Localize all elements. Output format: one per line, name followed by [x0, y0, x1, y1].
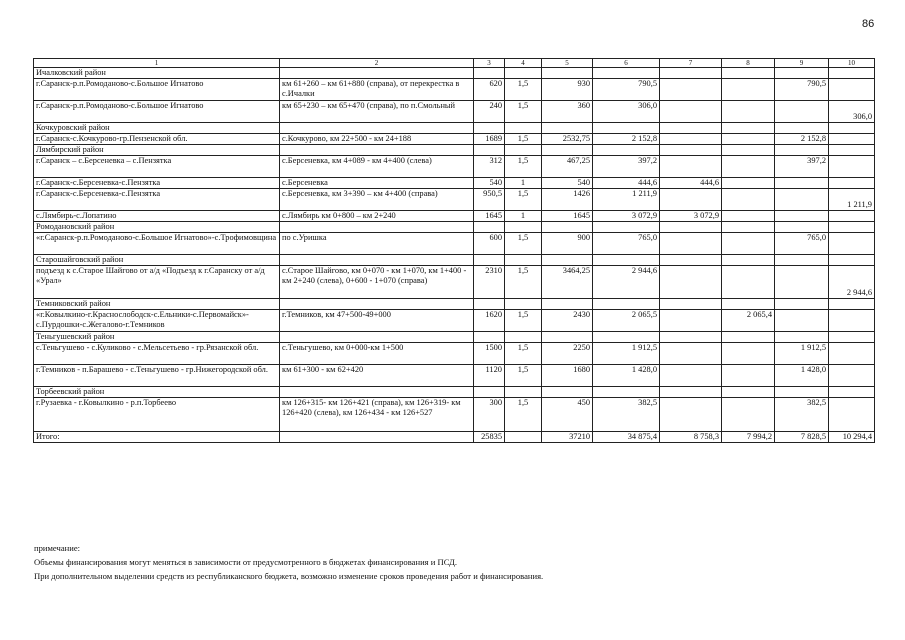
value-cell-c3: 600	[474, 233, 505, 255]
value-cell-c6: 1 211,9	[593, 189, 660, 211]
column-header: 4	[505, 59, 542, 68]
empty-cell	[593, 145, 660, 156]
value-cell-c8	[722, 156, 775, 178]
value-cell-c5: 930	[542, 79, 593, 101]
column-header: 2	[280, 59, 474, 68]
value-cell-c6: 2 944,6	[593, 266, 660, 299]
value-cell-c3: 312	[474, 156, 505, 178]
value-cell-c9: 397,2	[775, 156, 829, 178]
empty-cell	[829, 145, 875, 156]
value-cell-c8	[722, 178, 775, 189]
empty-cell	[829, 222, 875, 233]
empty-cell	[474, 387, 505, 398]
column-header: 10	[829, 59, 875, 68]
table-row	[34, 178, 875, 189]
value-cell-c4: 1,5	[505, 101, 542, 123]
total-label: Итого:	[34, 432, 280, 443]
location-cell: км 65+230 – км 65+470 (справа), по п.Смольный	[280, 101, 474, 123]
empty-cell	[829, 68, 875, 79]
total-row	[34, 432, 875, 443]
value-cell-c3: 240	[474, 101, 505, 123]
empty-cell	[775, 332, 829, 343]
location-cell: г.Темников, км 47+500-49+000	[280, 310, 474, 332]
empty-cell	[775, 299, 829, 310]
value-cell-c10: 2 944,6	[829, 266, 875, 299]
financing-table	[33, 58, 875, 443]
value-cell-c4: 1,5	[505, 156, 542, 178]
table-row	[34, 310, 875, 332]
value-cell-c5: 37210	[542, 432, 593, 443]
region-name: Ичалковский район	[34, 68, 280, 79]
road-name-cell: «г.Ковылкино-г.Краснослободск-с.Ельники-с.Первомайск»-с.Пурдошки-с.Жегалово-г.Темников	[34, 310, 280, 332]
empty-cell	[722, 123, 775, 134]
empty-cell	[542, 299, 593, 310]
empty-cell	[280, 145, 474, 156]
table-row	[34, 189, 875, 211]
table-row	[34, 233, 875, 255]
region-row	[34, 255, 875, 266]
value-cell-c6: 1 912,5	[593, 343, 660, 365]
empty-cell	[542, 387, 593, 398]
empty-cell	[775, 145, 829, 156]
value-cell-c3: 1120	[474, 365, 505, 387]
value-cell-c5: 3464,25	[542, 266, 593, 299]
empty-cell	[474, 332, 505, 343]
empty-cell	[505, 123, 542, 134]
empty-cell	[474, 68, 505, 79]
empty-cell	[660, 68, 722, 79]
table-row	[34, 101, 875, 123]
empty-cell	[280, 222, 474, 233]
value-cell-c6: 397,2	[593, 156, 660, 178]
table-row	[34, 266, 875, 299]
value-cell-c6: 2 065,5	[593, 310, 660, 332]
value-cell-c5: 450	[542, 398, 593, 432]
empty-cell	[280, 68, 474, 79]
value-cell-c10	[829, 178, 875, 189]
region-row	[34, 387, 875, 398]
value-cell-c8	[722, 211, 775, 222]
empty-cell	[280, 255, 474, 266]
empty-cell	[542, 123, 593, 134]
empty-cell	[829, 332, 875, 343]
road-name-cell: г.Саранск-р.п.Ромоданово-с.Большое Игнатово	[34, 101, 280, 123]
empty-cell	[474, 299, 505, 310]
empty-cell	[474, 255, 505, 266]
road-name-cell: г.Саранск-с.Берсеневка-с.Пензятка	[34, 189, 280, 211]
empty-cell	[829, 299, 875, 310]
empty-cell	[542, 222, 593, 233]
value-cell-c9: 765,0	[775, 233, 829, 255]
empty-cell	[280, 123, 474, 134]
road-name-cell: с.Лямбирь-с.Лопатино	[34, 211, 280, 222]
empty-cell	[660, 387, 722, 398]
value-cell-c5: 540	[542, 178, 593, 189]
region-row	[34, 145, 875, 156]
empty-cell	[505, 332, 542, 343]
value-cell-c8	[722, 365, 775, 387]
empty-cell	[593, 299, 660, 310]
value-cell-c6: 382,5	[593, 398, 660, 432]
region-row	[34, 299, 875, 310]
value-cell-c4: 1,5	[505, 398, 542, 432]
empty-cell	[829, 255, 875, 266]
location-cell: км 61+300 - км 62+420	[280, 365, 474, 387]
region-name: Торбеевский район	[34, 387, 280, 398]
value-cell-c8	[722, 266, 775, 299]
value-cell-c6: 1 428,0	[593, 365, 660, 387]
region-row	[34, 332, 875, 343]
value-cell-c7	[660, 189, 722, 211]
value-cell-c3: 1689	[474, 134, 505, 145]
value-cell-c6: 790,5	[593, 79, 660, 101]
empty-cell	[474, 123, 505, 134]
value-cell-c6: 765,0	[593, 233, 660, 255]
empty-cell	[505, 299, 542, 310]
notes-line: Объемы финансирования могут меняться в зависимости от предусмотренного в бюджетах финансирования и ПСД.	[34, 557, 458, 567]
value-cell-c7	[660, 365, 722, 387]
empty-cell	[542, 145, 593, 156]
value-cell-c4: 1,5	[505, 79, 542, 101]
value-cell-c9: 790,5	[775, 79, 829, 101]
region-name: Кочкуровский район	[34, 123, 280, 134]
value-cell-c4: 1,5	[505, 343, 542, 365]
empty-cell	[660, 299, 722, 310]
road-name-cell: г.Саранск – с.Берсеневка – с.Пензятка	[34, 156, 280, 178]
empty-cell	[829, 387, 875, 398]
column-number-header-row	[34, 59, 875, 68]
value-cell-c5: 900	[542, 233, 593, 255]
value-cell-c5: 2430	[542, 310, 593, 332]
empty-cell	[474, 222, 505, 233]
value-cell-c7	[660, 343, 722, 365]
empty-cell	[775, 123, 829, 134]
value-cell-c6: 3 072,9	[593, 211, 660, 222]
region-row	[34, 68, 875, 79]
value-cell-c8	[722, 189, 775, 211]
empty-cell	[505, 387, 542, 398]
value-cell-c9	[775, 101, 829, 123]
column-header: 3	[474, 59, 505, 68]
empty-cell	[722, 332, 775, 343]
location-cell: с.Старое Шайгово, км 0+070 - км 1+070, км 1+400 - км 2+240 (слева), 0+600 - 1+070 (справа)	[280, 266, 474, 299]
table-row	[34, 398, 875, 432]
value-cell-c3: 1620	[474, 310, 505, 332]
empty-cell	[474, 145, 505, 156]
location-cell: с.Берсеневка, км 3+390 – км 4+400 (справа)	[280, 189, 474, 211]
notes-line: При дополнительном выделении средств из республиканского бюджета, возможно изменение сроков проведения работ и финансирования.	[34, 571, 544, 581]
region-name: Лямбирский район	[34, 145, 280, 156]
location-cell: с.Теньгушево, км 0+000-км 1+500	[280, 343, 474, 365]
empty-cell	[722, 145, 775, 156]
value-cell-c10	[829, 156, 875, 178]
empty-cell	[505, 68, 542, 79]
value-cell-c4: 1,5	[505, 310, 542, 332]
empty-cell	[722, 387, 775, 398]
value-cell-c5: 360	[542, 101, 593, 123]
column-header: 9	[775, 59, 829, 68]
location-cell: по с.Уришка	[280, 233, 474, 255]
value-cell-c9: 1 912,5	[775, 343, 829, 365]
value-cell-c5: 1426	[542, 189, 593, 211]
value-cell-c9: 1 428,0	[775, 365, 829, 387]
value-cell-c6: 34 875,4	[593, 432, 660, 443]
notes-block	[34, 541, 543, 583]
value-cell-c8	[722, 343, 775, 365]
value-cell-c10: 306,0	[829, 101, 875, 123]
value-cell-c4: 1,5	[505, 233, 542, 255]
value-cell-c10	[829, 398, 875, 432]
value-cell-c10	[829, 134, 875, 145]
value-cell-c7	[660, 79, 722, 101]
value-cell-c7	[660, 134, 722, 145]
table-row	[34, 156, 875, 178]
location-cell: км 61+260 – км 61+880 (справа), от перекрестка в с.Ичалки	[280, 79, 474, 101]
road-name-cell: г.Саранск-р.п.Ромоданово-с.Большое Игнатово	[34, 79, 280, 101]
empty-cell	[829, 123, 875, 134]
empty-cell	[593, 387, 660, 398]
table-row	[34, 211, 875, 222]
empty-cell	[660, 255, 722, 266]
value-cell-c5: 467,25	[542, 156, 593, 178]
value-cell-c9: 7 828,5	[775, 432, 829, 443]
value-cell-c8: 2 065,4	[722, 310, 775, 332]
value-cell-c7	[660, 233, 722, 255]
value-cell-c3: 2310	[474, 266, 505, 299]
region-row	[34, 123, 875, 134]
location-cell: с.Лямбирь км 0+800 – км 2+240	[280, 211, 474, 222]
value-cell-c7	[660, 310, 722, 332]
empty-cell	[542, 255, 593, 266]
value-cell-c9	[775, 189, 829, 211]
region-row	[34, 222, 875, 233]
value-cell-c10: 10 294,4	[829, 432, 875, 443]
road-name-cell: г.Рузаевка - г.Ковылкино - р.п.Торбеево	[34, 398, 280, 432]
empty-cell	[280, 332, 474, 343]
value-cell-c4: 1,5	[505, 365, 542, 387]
value-cell-c7: 3 072,9	[660, 211, 722, 222]
value-cell-c3: 620	[474, 79, 505, 101]
value-cell-c4: 1,5	[505, 134, 542, 145]
road-name-cell: с.Теньгушево - с.Куликово - с.Мельсетьево - гр.Рязанской обл.	[34, 343, 280, 365]
empty-cell	[722, 299, 775, 310]
value-cell-c8	[722, 101, 775, 123]
table-row	[34, 134, 875, 145]
value-cell-c7	[660, 101, 722, 123]
value-cell-c3: 1645	[474, 211, 505, 222]
value-cell-c3: 1500	[474, 343, 505, 365]
empty-cell	[593, 123, 660, 134]
table-row	[34, 79, 875, 101]
empty-cell	[660, 145, 722, 156]
value-cell-c3: 25835	[474, 432, 505, 443]
value-cell-c10	[829, 343, 875, 365]
empty-cell	[542, 68, 593, 79]
value-cell-c4: 1,5	[505, 189, 542, 211]
value-cell-c10	[829, 310, 875, 332]
value-cell-c3: 950,5	[474, 189, 505, 211]
value-cell-c7: 444,6	[660, 178, 722, 189]
value-cell-c7	[660, 398, 722, 432]
value-cell-c9: 382,5	[775, 398, 829, 432]
road-name-cell: г.Темников - п.Барашево - с.Теньгушево - гр.Нижегородской обл.	[34, 365, 280, 387]
value-cell-c9: 2 152,8	[775, 134, 829, 145]
road-name-cell: подъезд к с.Старое Шайгово от а/д «Подъезд к г.Саранску от а/д «Урал»	[34, 266, 280, 299]
location-cell: км 126+315- км 126+421 (справа), км 126+319- км 126+420 (слева), км 126+434 - км 126+527	[280, 398, 474, 432]
empty-cell	[722, 255, 775, 266]
value-cell-c4: 1,5	[505, 266, 542, 299]
value-cell-c7	[660, 156, 722, 178]
region-name: Старошайговский район	[34, 255, 280, 266]
value-cell-c7	[660, 266, 722, 299]
value-cell-c4	[505, 432, 542, 443]
value-cell-c5: 1645	[542, 211, 593, 222]
column-header: 5	[542, 59, 593, 68]
table-row	[34, 365, 875, 387]
road-name-cell: г.Саранск-с.Кочкурово-гр.Пензенской обл.	[34, 134, 280, 145]
empty-cell	[775, 68, 829, 79]
value-cell-c8	[722, 233, 775, 255]
region-name: Темниковский район	[34, 299, 280, 310]
empty-cell	[280, 387, 474, 398]
empty-cell	[593, 68, 660, 79]
value-cell-c6: 2 152,8	[593, 134, 660, 145]
value-cell-c4: 1	[505, 211, 542, 222]
column-header: 8	[722, 59, 775, 68]
empty-cell	[775, 387, 829, 398]
empty-cell	[505, 222, 542, 233]
value-cell-c3: 540	[474, 178, 505, 189]
empty-cell	[280, 299, 474, 310]
value-cell-c8	[722, 134, 775, 145]
column-header: 6	[593, 59, 660, 68]
table-row	[34, 343, 875, 365]
empty-cell	[660, 123, 722, 134]
value-cell-c9	[775, 266, 829, 299]
value-cell-c10	[829, 365, 875, 387]
road-name-cell: «г.Саранск-р.п.Ромоданово-с.Большое Игнатово»-с.Трофимовщина	[34, 233, 280, 255]
value-cell-c8	[722, 398, 775, 432]
value-cell-c9	[775, 310, 829, 332]
empty-cell	[660, 222, 722, 233]
page-number: 86	[862, 18, 875, 30]
value-cell-c10: 1 211,9	[829, 189, 875, 211]
empty-cell	[722, 68, 775, 79]
empty-cell	[593, 222, 660, 233]
empty-cell	[775, 255, 829, 266]
value-cell-c8	[722, 79, 775, 101]
value-cell-c9	[775, 178, 829, 189]
value-cell-c6: 306,0	[593, 101, 660, 123]
empty-cell	[722, 222, 775, 233]
empty-cell	[505, 255, 542, 266]
value-cell-c3: 300	[474, 398, 505, 432]
empty-cell	[775, 222, 829, 233]
value-cell-c5: 2532,75	[542, 134, 593, 145]
value-cell-c4: 1	[505, 178, 542, 189]
column-header: 7	[660, 59, 722, 68]
location-cell: с.Берсеневка	[280, 178, 474, 189]
value-cell-c10	[829, 79, 875, 101]
value-cell-c8: 7 994,2	[722, 432, 775, 443]
region-name: Теньгушевский район	[34, 332, 280, 343]
empty-cell	[660, 332, 722, 343]
road-name-cell: г.Саранск-с.Берсеневка-с.Пензятка	[34, 178, 280, 189]
empty-cell	[593, 332, 660, 343]
region-name: Ромодановский район	[34, 222, 280, 233]
value-cell-c6: 444,6	[593, 178, 660, 189]
location-cell	[280, 432, 474, 443]
value-cell-c5: 2250	[542, 343, 593, 365]
location-cell: с.Берсеневка, км 4+089 - км 4+400 (слева)	[280, 156, 474, 178]
empty-cell	[542, 332, 593, 343]
value-cell-c5: 1680	[542, 365, 593, 387]
empty-cell	[593, 255, 660, 266]
value-cell-c10	[829, 233, 875, 255]
value-cell-c9	[775, 211, 829, 222]
notes-heading: примечание:	[34, 543, 81, 553]
location-cell: с.Кочкурово, км 22+500 - км 24+188	[280, 134, 474, 145]
value-cell-c10	[829, 211, 875, 222]
value-cell-c7: 8 758,3	[660, 432, 722, 443]
column-header: 1	[34, 59, 280, 68]
empty-cell	[505, 145, 542, 156]
